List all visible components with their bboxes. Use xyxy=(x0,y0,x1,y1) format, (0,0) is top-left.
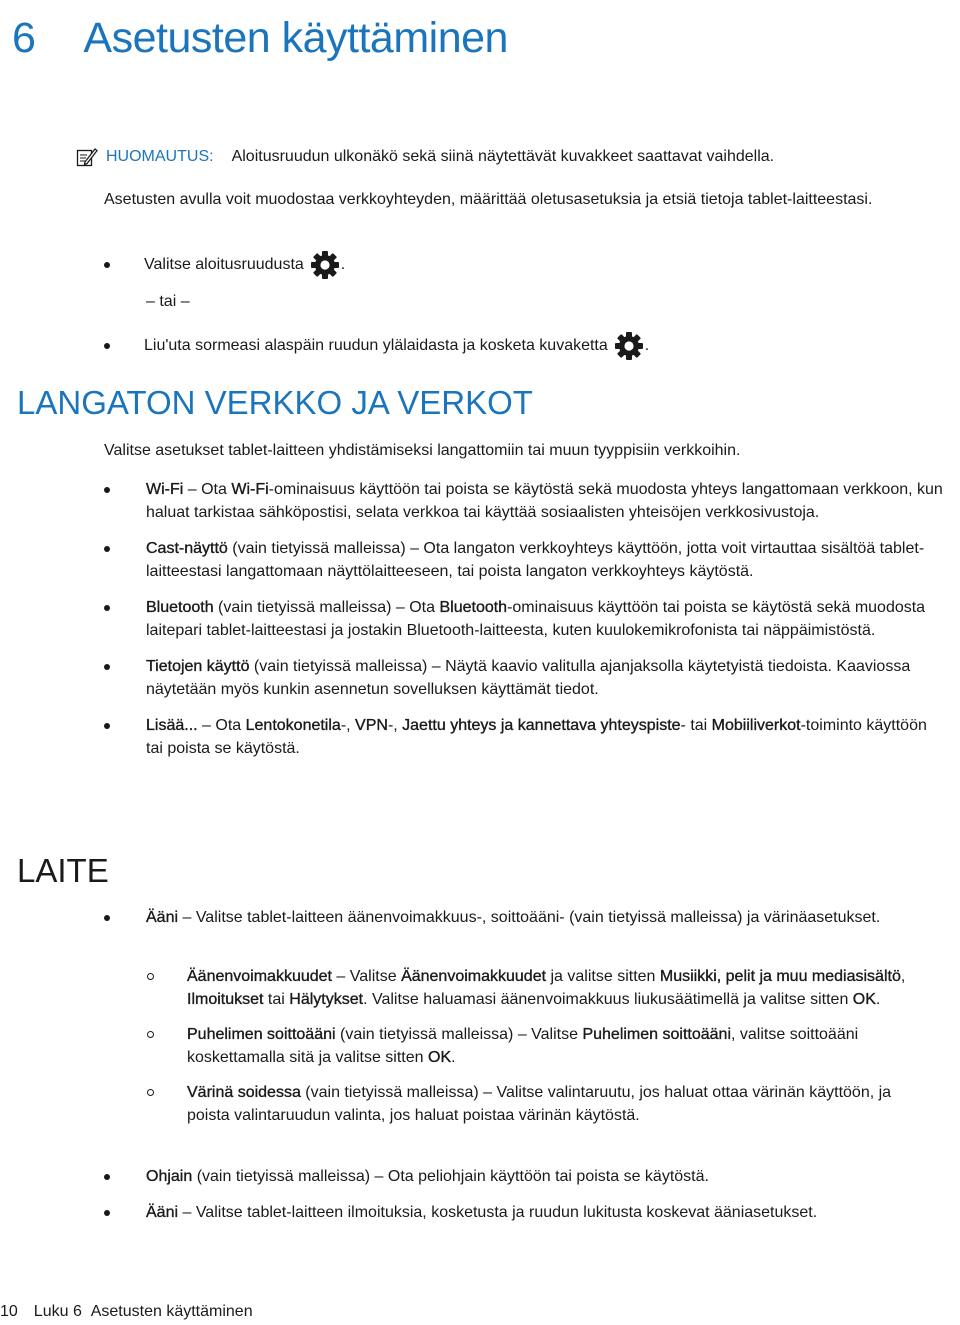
term: Puhelimen soittoääni xyxy=(582,1026,731,1043)
term: Lisää... xyxy=(146,717,198,734)
list-item-controller: Ohjain (vain tietyissä malleissa) – Ota peliohjain käyttöön tai poista se käytöstä. xyxy=(104,1165,960,1188)
term: Bluetooth xyxy=(439,599,508,616)
list-item-cast: Cast-näyttö (vain tietyissä malleissa) – Ota langaton verkkoyhteys käyttöön, jotta voit virtauttaa sisältöä tablet-laitteestasi langattomaan näyttölaitteeseen, tai poista langaton verkkoyhteys käytöstä. xyxy=(104,537,960,583)
term: Lentokonetila xyxy=(245,717,341,734)
term: Ohjain xyxy=(146,1168,193,1185)
wireless-intro: Valitse asetukset tablet-laitteen yhdistämiseksi langattomiin tai muun tyyppisiin verkkoihin. xyxy=(104,442,741,459)
bullet xyxy=(104,343,110,349)
wireless-list xyxy=(104,478,960,760)
footer-chapter: Luku 6 Asetusten käyttäminen xyxy=(33,1303,253,1320)
note-text: Aloitusruudun ulkonäkö sekä siinä näytettävät kuvakkeet saattavat vaihdella. xyxy=(231,148,775,165)
bullet xyxy=(104,262,110,268)
list-item-sound-notifications: Ääni – Valitse tablet-laitteen ilmoituksia, kosketusta ja ruudun lukitusta koskevat ääniasetukset. xyxy=(104,1201,960,1224)
page-number: 10 xyxy=(0,1303,18,1320)
device-list-sound xyxy=(104,906,904,929)
note xyxy=(76,146,774,168)
list-item-bluetooth: Bluetooth (vain tietyissä malleissa) – Ota Bluetooth-ominaisuus käyttöön tai poista se käytöstä sekä muodosta laitepari tablet-laitteestasi ja jostakin Bluetooth-laitteesta, kuten kuulokemikrofonista tai näppäimistöstä. xyxy=(104,596,960,642)
chapter-name: Asetusten käyttäminen xyxy=(83,14,508,62)
list-item-sound: Ääni – Valitse tablet-laitteen äänenvoimakkuus-, soittoääni- (vain tietyissä malleissa) ja värinäasetukset. xyxy=(104,906,904,929)
page-footer xyxy=(0,1303,253,1321)
term: Wi-Fi xyxy=(146,481,184,498)
term: Tietojen käyttö xyxy=(146,658,250,675)
term: Äänenvoimakkuudet xyxy=(401,968,547,985)
term: Värinä soidessa xyxy=(187,1084,301,1101)
choice-swipe-down xyxy=(104,331,649,361)
choice-separator: – tai – xyxy=(146,293,190,310)
list-item-data-usage: Tietojen käyttö (vain tietyissä malleissa) – Näytä kaavio valitulla ajanjaksolla käytetyistä tiedoista. Kaaviossa näytetään myös kunkin asennetun sovelluksen käyttämät tiedot. xyxy=(104,655,960,701)
term: Hälytykset xyxy=(289,991,364,1008)
term: Puhelimen soittoääni xyxy=(187,1026,336,1043)
settings-gear-icon xyxy=(614,331,644,361)
term: Ääni xyxy=(146,1204,179,1221)
term: Jaettu yhteys ja kannettava yhteyspiste xyxy=(402,717,681,734)
section-title-device: LAITE xyxy=(17,852,109,889)
choice-first-text: Valitse aloitusruudusta xyxy=(144,256,304,273)
sublist-item-volumes: Äänenvoimakkuudet – Valitse Äänenvoimakkuudet ja valitse sitten Musiikki, pelit ja muu mediasisältö, Ilmoitukset tai Hälytykset. Valitse haluamasi äänenvoimakkuus liukusäätimellä ja valitse sitten OK. xyxy=(145,965,935,1011)
term: Wi-Fi xyxy=(231,481,269,498)
section-title-wireless: LANGATON VERKKO JA VERKOT xyxy=(17,384,533,421)
choice-first-end: . xyxy=(340,256,346,273)
term: Ilmoitukset xyxy=(187,991,264,1008)
chapter-title xyxy=(12,14,508,63)
term: VPN xyxy=(355,717,388,734)
term: Mobiiliverkot xyxy=(711,717,801,734)
note-pencil-icon xyxy=(76,146,98,168)
choice-second-text: Liu'uta sormeasi alaspäin ruudun ylälaidasta ja kosketa kuvaketta xyxy=(144,337,608,354)
choice-second-end: . xyxy=(644,337,650,354)
term: Äänenvoimakkuudet xyxy=(187,968,332,985)
term: Ääni xyxy=(146,909,179,926)
term: OK xyxy=(428,1049,452,1066)
settings-gear-icon xyxy=(310,250,340,280)
term: OK xyxy=(852,991,876,1008)
sublist-item-vibrate: Värinä soidessa (vain tietyissä malleissa) – Valitse valintaruutu, jos haluat ottaa värinän käyttöön, ja poista valintaruudun valinta, jos haluat poistaa värinän käytöstä. xyxy=(145,1081,935,1127)
term: Musiikki, pelit ja muu mediasisältö xyxy=(659,968,901,985)
chapter-number: 6 xyxy=(12,14,36,62)
term: Bluetooth xyxy=(146,599,214,616)
list-item-more: Lisää... – Ota Lentokonetila-, VPN-, Jaettu yhteys ja kannettava yhteyspiste- tai Mobiiliverkot-toiminto käyttöön tai poista se käytöstä. xyxy=(104,714,960,760)
device-list-more xyxy=(104,1165,960,1224)
sound-sublist xyxy=(145,965,935,1127)
list-item-wifi: Wi-Fi – Ota Wi-Fi-ominaisuus käyttöön tai poista se käytöstä sekä muodosta yhteys langattomaan verkkoon, kun haluat tarkistaa sähköpostisi, selata verkkoa tai käyttää sosiaalisten yhteisöjen verkkosivustoja. xyxy=(104,478,960,524)
sublist-item-ringtone: Puhelimen soittoääni (vain tietyissä malleissa) – Valitse Puhelimen soittoääni, valitse soittoääni koskettamalla sitä ja valitse sitten OK. xyxy=(145,1023,935,1069)
intro-paragraph: Asetusten avulla voit muodostaa verkkoyhteyden, määrittää oletusasetuksia ja etsiä tietoja tablet-laitteestasi. xyxy=(104,191,873,208)
note-label: HUOMAUTUS: xyxy=(106,148,214,165)
choice-home-screen xyxy=(104,250,345,280)
term: Cast-näyttö xyxy=(146,540,228,557)
